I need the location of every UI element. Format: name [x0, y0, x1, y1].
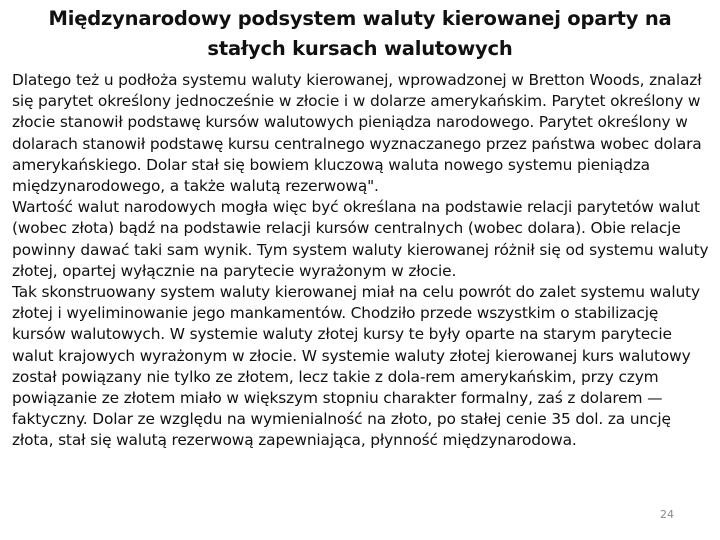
- slide-title: [0, 4, 720, 64]
- slide-title-line-1: Międzynarodowy podsystem waluty kierowanej oparty na: [48, 7, 672, 30]
- page-number: 24: [660, 508, 674, 521]
- slide-title-line-2: stałych kursach walutowych: [207, 37, 513, 60]
- paragraph-bretton-woods: Dlatego też u podłoża systemu waluty kierowanej, wprowadzonej w Bretton Woods, znalazł się parytet określony jednocześnie w złocie i w dolarze amerykańskim. Parytet określony w złocie stanowił podstawę kursów walutowych pieniądza narodowego. Parytet określony w dolarach stanowił podstawę kursu centralnego wyznaczanego przez państwa wobec dolara amerykańskiego. Dolar stał się bowiem kluczową waluta nowego systemu pieniądza międzynarodowego, a także walutą rezerwową".: [12, 71, 702, 196]
- paragraph-system-construction: Tak skonstruowany system waluty kierowanej miał na celu powrót do zalet systemu waluty złotej i wyeliminowanie jego mankamentów. Chodziło przede wszystkim o stabilizację kursów walutowych. W systemie waluty złotej kursy te były oparte na starym parytecie walut krajowych wyrażonym w złocie. W systemie waluty złotej kierowanej kurs walutowy został powiązany nie tylko ze złotem, lecz takie z dola-rem amerykańskim, przy czym powiązanie ze złotem miało w większym stopniu charakter formalny, zaś z dolarem — faktyczny. Dolar ze względu na wymienialność na złoto, po stałej cenie 35 dol. za uncję złota, stał się walutą rezerwową zapewniająca, płynność międzynarodowa.: [12, 283, 700, 450]
- slide-body: [12, 70, 712, 452]
- paragraph-currency-value: Wartość walut narodowych mogła więc być określana na podstawie relacji parytetów walut (wobec złota) bądź na podstawie relacji kursów centralnych (wobec dolara). Obie relacje powinny dawać taki sam wynik. Tym system waluty kierowanej różnił się od systemu waluty złotej, opartej wyłącznie na parytecie wyrażonym w złocie.: [12, 198, 709, 280]
